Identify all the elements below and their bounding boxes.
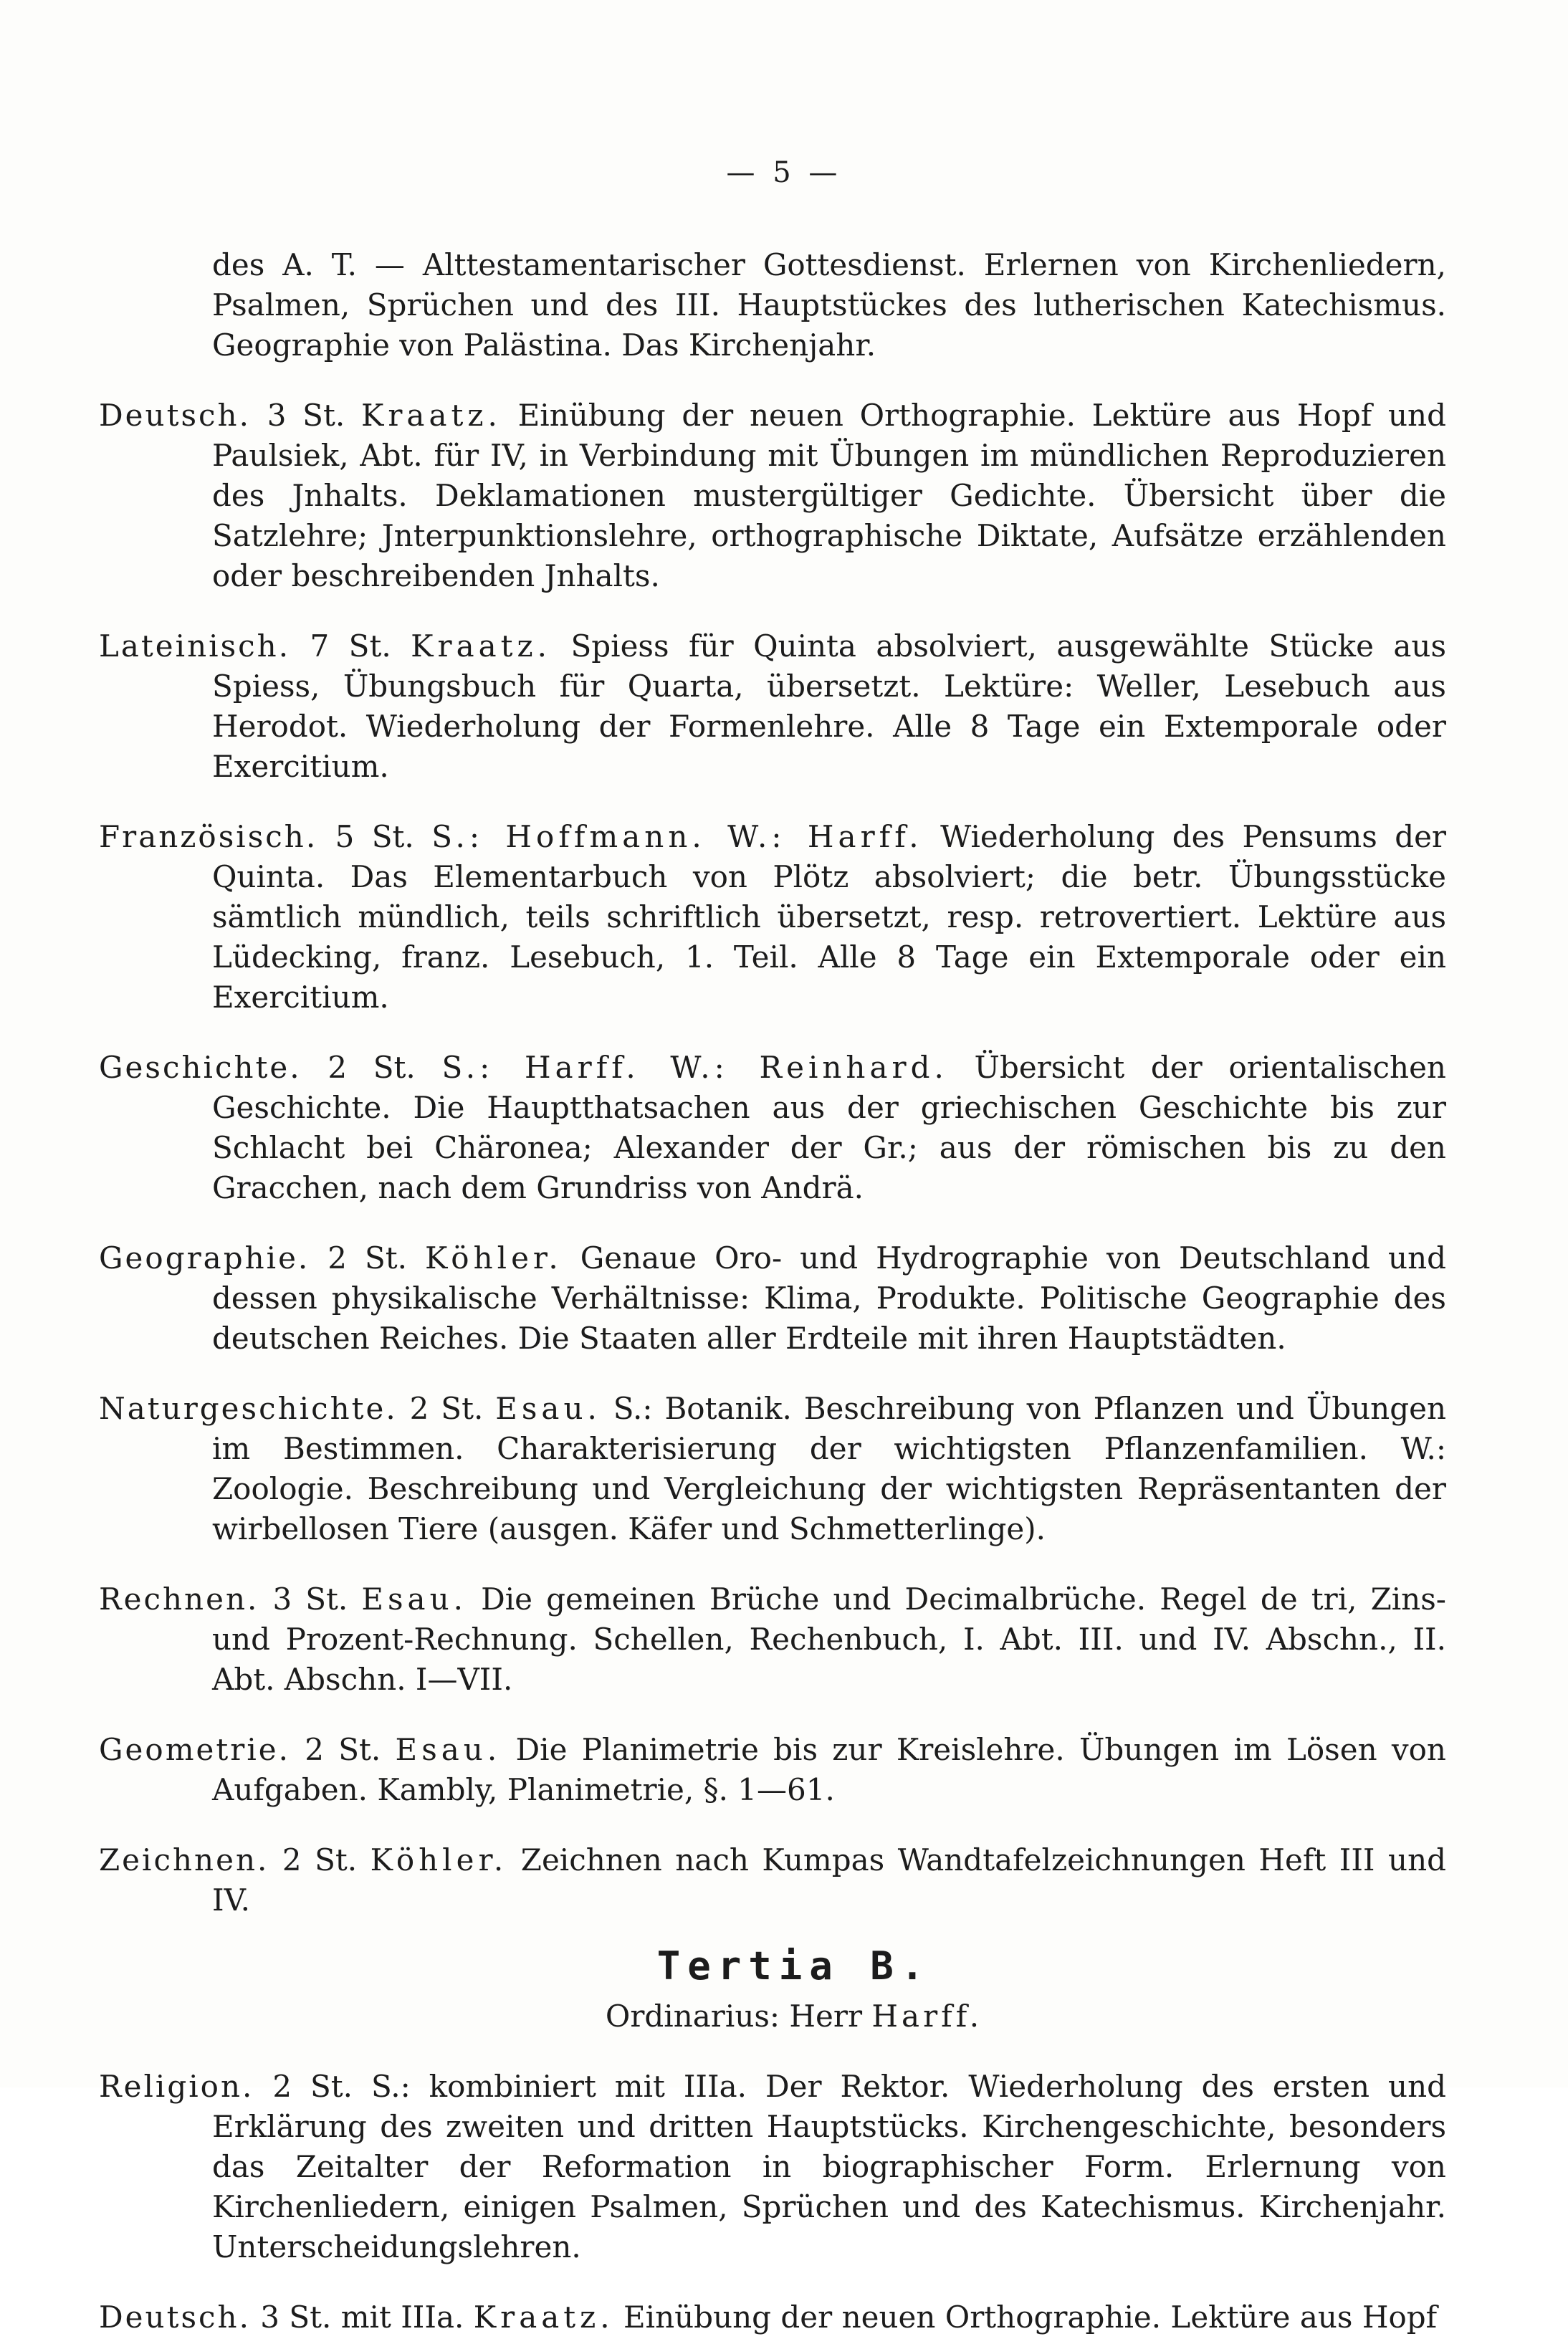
- subject-text: Genaue Oro- und Hydrographie von Deutschland und dessen physikalische Verhältnisse: Klima, Produkte. Politische Geographie des deutschen Reiches. Die Staaten aller Erdteile mit ihren Hauptstädten.: [212, 1240, 1447, 1356]
- ordinarius-name: Harff.: [871, 1999, 983, 2034]
- subject-name: Geographie.: [99, 1240, 310, 1276]
- tertia-entries: [99, 2067, 1446, 2338]
- subject-hours: 2 St.: [409, 1391, 484, 1426]
- subject-hours: 2 St.: [328, 1240, 408, 1276]
- subject-teacher: Köhler.: [370, 1842, 508, 1877]
- subject-name: Deutsch.: [99, 398, 251, 433]
- subject-entry-franzoesisch: [99, 817, 1446, 1018]
- intro-paragraph: des A. T. — Alttestamentarischer Gottesdienst. Erlernen von Kirchenliedern, Psalmen, Sprüchen und des III. Hauptstückes des lutherischen Katechismus. Geographie von Palästina. Das Kirchenjahr.: [212, 247, 1446, 363]
- subject-text: S.: Botanik. Beschreibung von Pflanzen und Übungen im Bestimmen. Charakterisierung der wichtigsten Pflanzenfamilien. W.: Zoologie. Beschreibung und Vergleichung der wichtigsten Repräsentanten der wirbellosen Tiere (ausgen. Käfer und Schmetterlinge).: [212, 1391, 1446, 1546]
- subject-teacher: Kraatz.: [473, 2300, 614, 2335]
- subject-hours: 3 St. mit IIIa.: [260, 2300, 464, 2335]
- subject-entry-geschichte: [99, 1048, 1446, 1208]
- subject-teacher: Esau.: [395, 1732, 502, 1767]
- subject-name: Rechnen.: [99, 1582, 259, 1617]
- subject-name: Französisch.: [99, 819, 318, 854]
- subject-text: Übersicht der orientalischen Geschichte. Die Hauptthatsachen aus der griechischen Geschichte bis zur Schlacht bei Chäronea; Alexander der Gr.; aus der römischen bis zu den Gracchen, nach dem Grundriss von Andrä.: [212, 1050, 1446, 1205]
- subject-text: Die gemeinen Brüche und Decimalbrüche. Regel de tri, Zins- und Prozent-Rechnung. Schellen, Rechenbuch, I. Abt. III. und IV. Abschn., II. Abt. Abschn. I—VII.: [212, 1582, 1446, 1697]
- subject-hours: 7 St.: [310, 628, 391, 664]
- subject-teacher: Kraatz.: [411, 628, 552, 664]
- subject-teacher: Esau.: [495, 1391, 601, 1426]
- subject-entry-naturgeschichte: [99, 1389, 1446, 1549]
- subject-entry-deutsch: [99, 396, 1446, 596]
- subject-teacher: Köhler.: [425, 1240, 563, 1276]
- subject-entry-zeichnen: [99, 1840, 1446, 1920]
- page-number: — 5 —: [726, 156, 842, 189]
- main-content: [99, 215, 1446, 2349]
- subject-text: Die Planimetrie bis zur Kreislehre. Übungen im Lösen von Aufgaben. Kambly, Planimetrie, §. 1—61.: [212, 1732, 1446, 1807]
- subject-entry-rechnen: [99, 1579, 1446, 1700]
- subject-hours: 2 St.: [282, 1842, 358, 1877]
- subject-hours: 2 St.: [305, 1732, 381, 1767]
- subject-teacher: Esau.: [361, 1582, 467, 1617]
- subject-hours: 3 St.: [267, 398, 345, 433]
- subject-name: Religion.: [99, 2069, 254, 2104]
- subject-teacher: S.: kombiniert mit IIIa. Der Rektor.: [371, 2069, 950, 2104]
- subject-text: Einübung der neuen Orthographie. Lektüre aus Hopf und Paulsiek, Abt. für IV, in Verbindung mit Übungen im mündlichen Reproduzieren des Jnhalts. Deklamationen mustergültiger Gedichte. Übersicht über die Satzlehre; Jnterpunktionslehre, orthographische Diktate, Aufsätze erzählenden oder beschreibenden Jnhalts.: [212, 398, 1446, 593]
- subject-teacher: S.: Harff. W.: Reinhard.: [441, 1050, 948, 1085]
- subject-teacher: Kraatz.: [360, 398, 502, 433]
- subject-name: Lateinisch.: [99, 628, 291, 664]
- subject-entry-lateinisch: [99, 626, 1446, 787]
- subject-teacher: S.: Hoffmann. W.: Harff.: [431, 819, 923, 854]
- section-heading: Tertia B.: [656, 1943, 932, 1989]
- subject-name: Naturgeschichte.: [99, 1391, 398, 1426]
- subject-entry-deutsch-tertia: [99, 2297, 1446, 2338]
- subject-entry-geometrie: [99, 1730, 1446, 1810]
- subject-entry-geographie: [99, 1238, 1446, 1359]
- subject-entry-religion: [99, 2067, 1446, 2267]
- ordinarius-line: [99, 1996, 1446, 2037]
- subject-name: Zeichnen.: [99, 1842, 269, 1877]
- ordinarius-label: Ordinarius: Herr: [605, 1999, 863, 2034]
- subject-text: Spiess für Quinta absolviert, ausgewählte Stücke aus Spiess, Übungsbuch für Quarta, übersetzt. Lektüre: Weller, Lesebuch aus Herodot. Wiederholung der Formenlehre. Alle 8 Tage ein Extemporale oder Exercitium.: [212, 628, 1447, 784]
- subject-text: Zeichnen nach Kumpas Wandtafelzeichnungen Heft III und IV.: [212, 1842, 1447, 1918]
- subject-hours: 2 St.: [328, 1050, 416, 1085]
- subject-text: Einübung der neuen Orthographie. Lektüre aus Hopf: [623, 2300, 1438, 2335]
- subject-hours: 2 St.: [272, 2069, 353, 2104]
- subject-name: Geschichte.: [99, 1050, 302, 1085]
- subject-hours: 5 St.: [335, 819, 414, 854]
- quarta-entries: [99, 396, 1446, 1920]
- subject-name: Deutsch.: [99, 2300, 251, 2335]
- subject-hours: 3 St.: [272, 1582, 348, 1617]
- subject-text: Wiederholung des ersten und Erklärung des zweiten und dritten Hauptstücks. Kirchengeschichte, besonders das Zeitalter der Reformation in biographischer Form. Erlernung von Kirchenliedern, einigen Psalmen, Sprüchen und des Katechismus. Kirchenjahr. Unterscheidungslehren.: [212, 2069, 1447, 2264]
- subject-text: Wiederholung des Pensums der Quinta. Das Elementarbuch von Plötz absolviert; die betr. Übungsstücke sämtlich mündlich, teils schriftlich übersetzt, resp. retrovertiert. Lektüre aus Lüdecking, franz. Lesebuch, 1. Teil. Alle 8 Tage ein Extemporale oder ein Exercitium.: [212, 819, 1447, 1015]
- subject-name: Geometrie.: [99, 1732, 290, 1767]
